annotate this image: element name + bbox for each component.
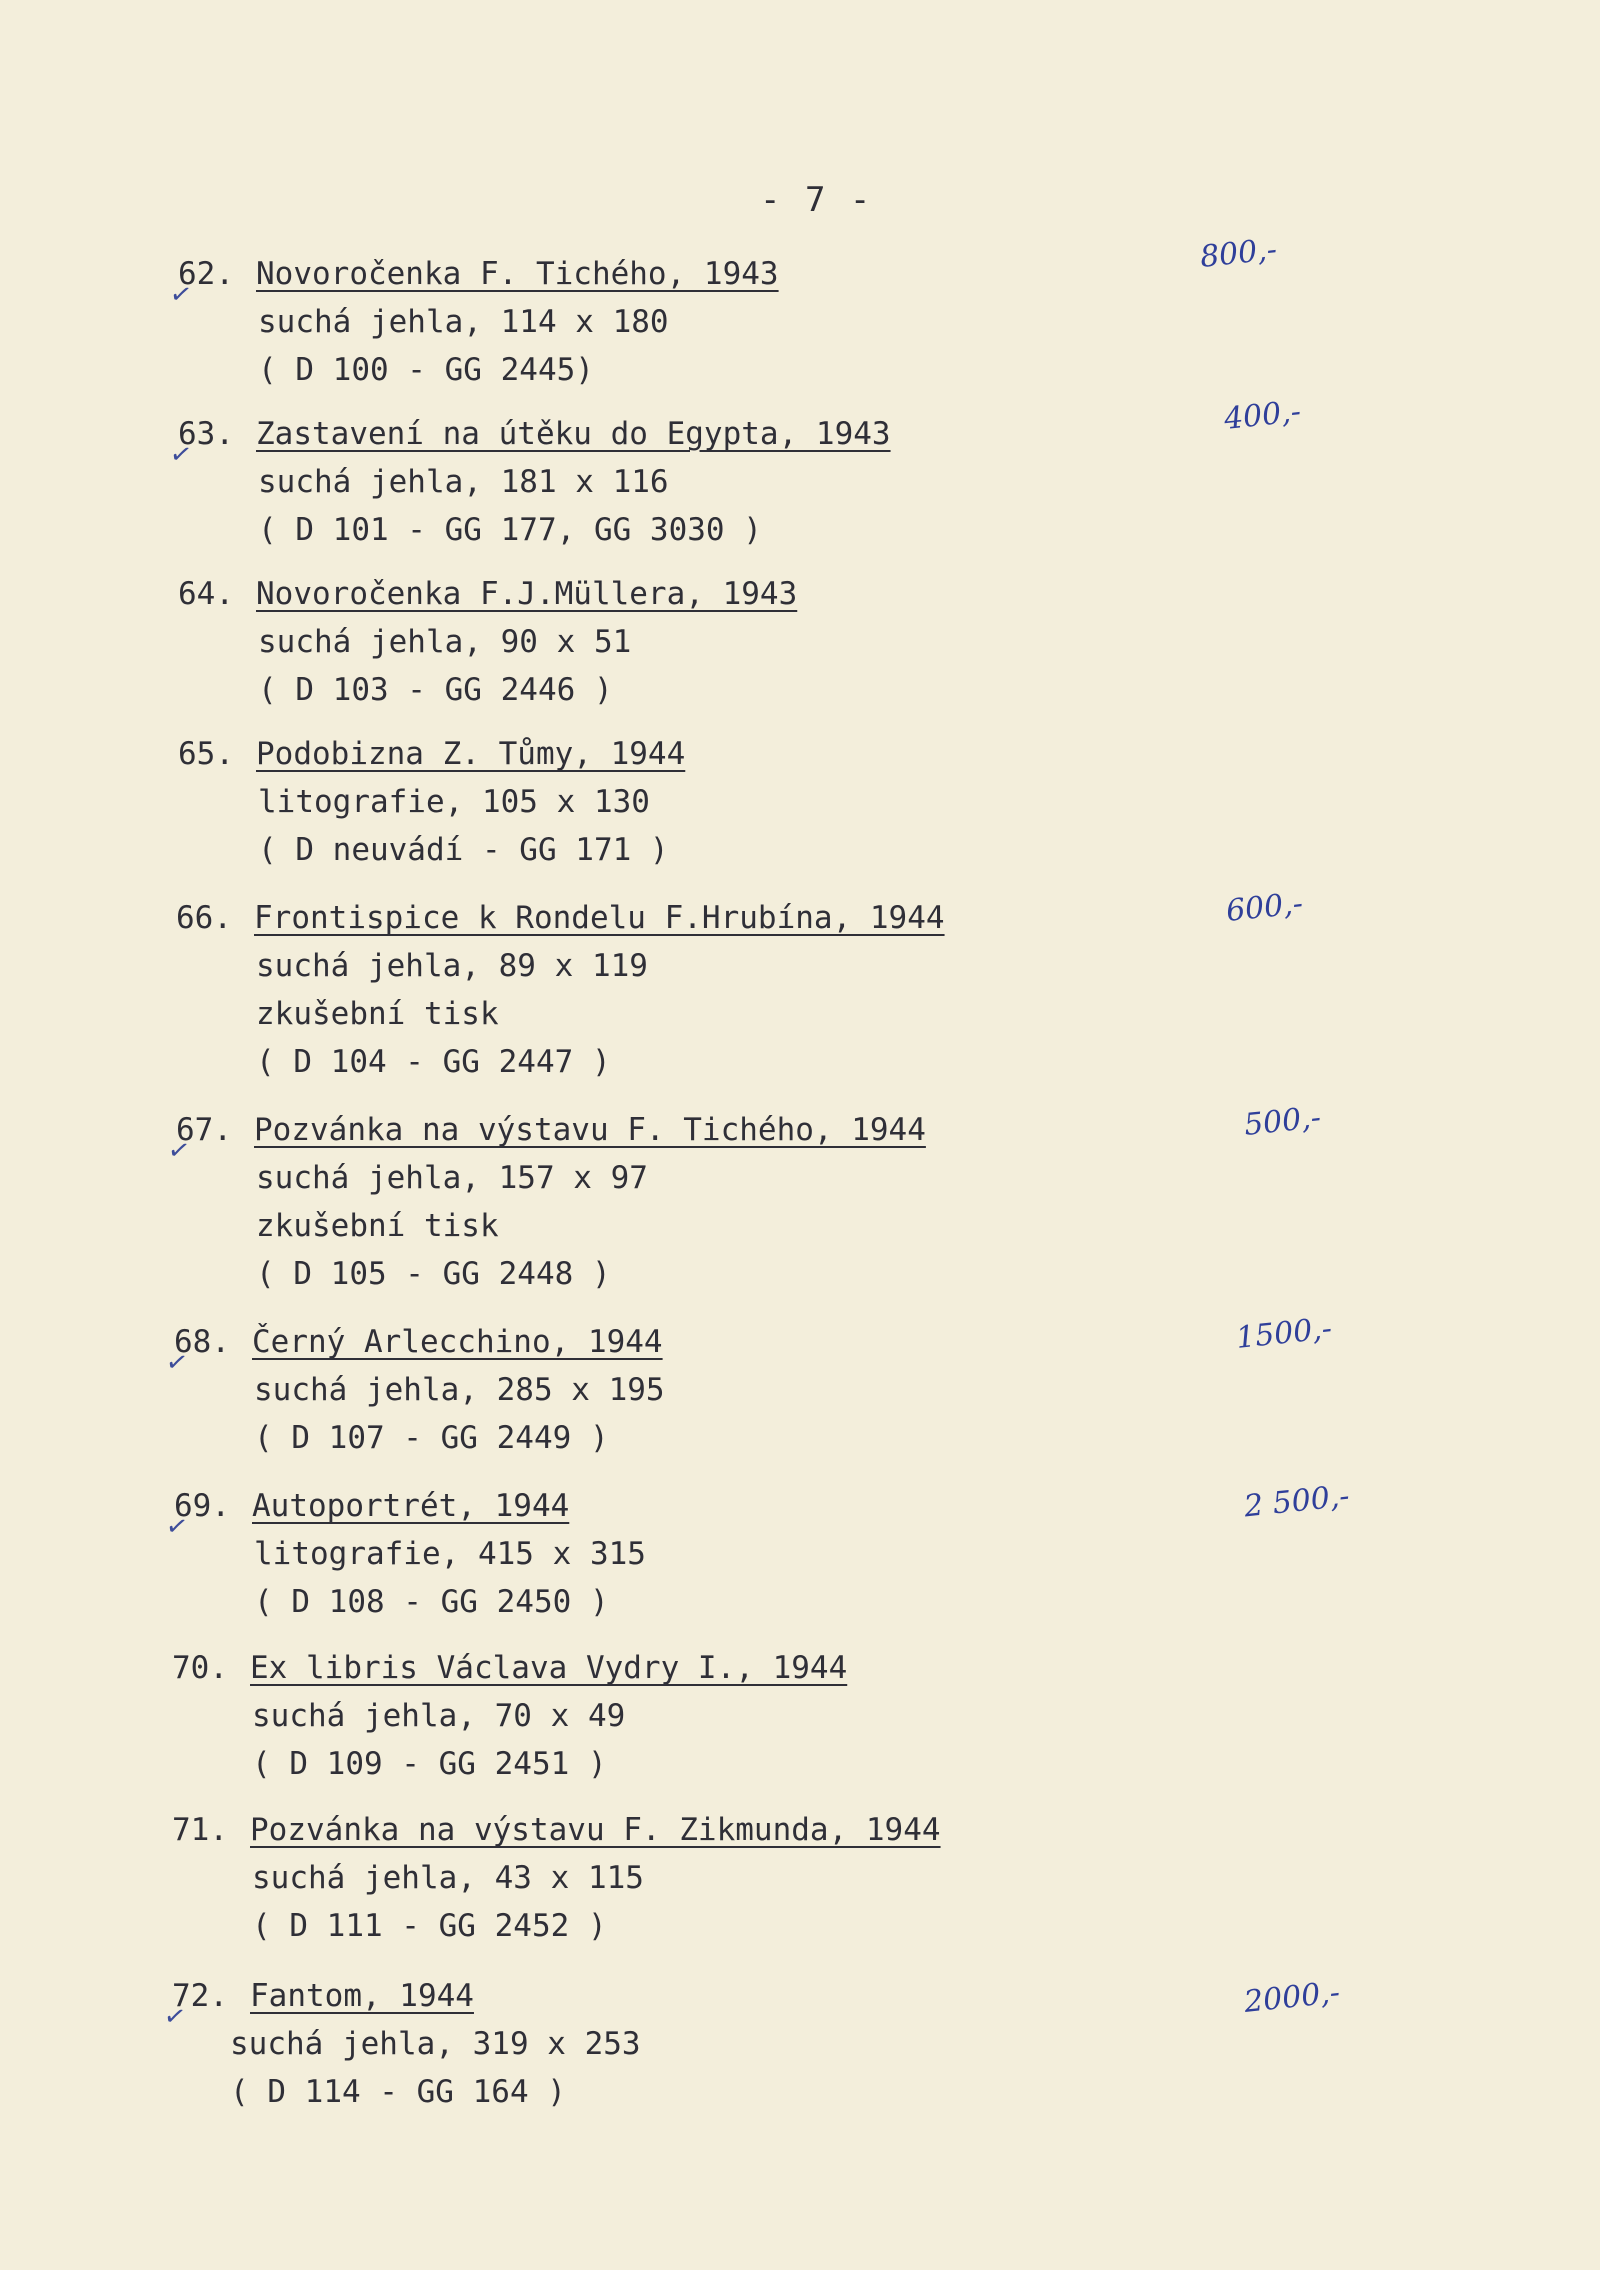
entry-number: 68. (174, 1324, 230, 1360)
entry-reference: ( D 109 - GG 2451 ) (252, 1746, 607, 1782)
catalog-entry-64 (178, 570, 797, 714)
check-mark-icon: ✓ (161, 2000, 189, 2034)
entry-number: 67. (176, 1112, 232, 1148)
entry-number: 62. (178, 256, 234, 292)
entry-reference: ( D 107 - GG 2449 ) (254, 1420, 609, 1456)
entry-reference: ( D 114 - GG 164 ) (230, 2074, 566, 2110)
catalog-entry-68 (163, 1318, 665, 1462)
entry-title: Frontispice k Rondelu F.Hrubína, 1944 (254, 900, 945, 936)
check-mark-icon: ✓ (167, 278, 195, 312)
catalog-entry-69 (163, 1482, 646, 1626)
entry-title: Pozvánka na výstavu F. Tichého, 1944 (254, 1112, 926, 1148)
price-note-66: 600,- (1224, 886, 1305, 929)
entry-technique: suchá jehla, 70 x 49 (252, 1698, 626, 1734)
entry-reference: ( D 100 - GG 2445) (258, 352, 594, 388)
entry-reference: ( D neuvádí - GG 171 ) (258, 832, 669, 868)
entry-reference: ( D 108 - GG 2450 ) (254, 1584, 609, 1620)
catalog-entry-62 (167, 250, 779, 394)
price-note-67: 500,- (1242, 1100, 1323, 1143)
price-note-69: 2 500,- (1242, 1478, 1352, 1525)
entry-number: 63. (178, 416, 234, 452)
entry-reference: ( D 105 - GG 2448 ) (256, 1256, 611, 1292)
catalog-entry-63 (167, 410, 891, 554)
price-note-68: 1500,- (1234, 1311, 1334, 1356)
price-note-62: 800,- (1198, 232, 1279, 275)
entry-number: 72. (172, 1978, 228, 2014)
page-number: - 7 - (760, 180, 873, 220)
entry-title: Novoročenka F.J.Müllera, 1943 (256, 576, 798, 612)
entry-number: 66. (176, 900, 232, 936)
entry-reference: ( D 101 - GG 177, GG 3030 ) (258, 512, 762, 548)
entry-title: Novoročenka F. Tichého, 1943 (256, 256, 779, 292)
entry-title: Podobizna Z. Tůmy, 1944 (256, 736, 686, 772)
entry-title: Fantom, 1944 (250, 1978, 474, 2014)
price-note-72: 2000,- (1242, 1975, 1342, 2020)
entry-technique: suchá jehla, 114 x 180 (258, 304, 669, 340)
catalog-entry-71 (172, 1806, 941, 1950)
entry-technique: suchá jehla, 89 x 119 (256, 948, 648, 984)
check-mark-icon: ✓ (167, 438, 195, 472)
entry-proof-note: zkušební tisk (256, 996, 499, 1032)
entry-technique: suchá jehla, 285 x 195 (254, 1372, 665, 1408)
catalog-entry-66 (176, 894, 945, 1086)
entry-reference: ( D 103 - GG 2446 ) (258, 672, 613, 708)
entry-number: 71. (172, 1812, 228, 1848)
entry-technique: litografie, 105 x 130 (258, 784, 650, 820)
catalog-entry-67 (165, 1106, 926, 1298)
entry-technique: suchá jehla, 90 x 51 (258, 624, 632, 660)
check-mark-icon: ✓ (163, 1346, 191, 1380)
catalog-entry-70 (172, 1644, 847, 1788)
entry-technique: suchá jehla, 181 x 116 (258, 464, 669, 500)
entry-technique: litografie, 415 x 315 (254, 1536, 646, 1572)
check-mark-icon: ✓ (163, 1510, 191, 1544)
entry-title: Zastavení na útěku do Egypta, 1943 (256, 416, 891, 452)
catalog-entry-65 (178, 730, 685, 874)
entry-reference: ( D 111 - GG 2452 ) (252, 1908, 607, 1944)
entry-technique: suchá jehla, 43 x 115 (252, 1860, 644, 1896)
entry-reference: ( D 104 - GG 2447 ) (256, 1044, 611, 1080)
check-mark-icon: ✓ (165, 1134, 193, 1168)
entry-title: Ex libris Václava Vydry I., 1944 (250, 1650, 848, 1686)
price-note-63: 400,- (1222, 394, 1303, 437)
entry-number: 70. (172, 1650, 228, 1686)
entry-title: Pozvánka na výstavu F. Zikmunda, 1944 (250, 1812, 941, 1848)
entry-title: Černý Arlecchino, 1944 (252, 1324, 663, 1360)
entry-technique: suchá jehla, 319 x 253 (230, 2026, 641, 2062)
entry-proof-note: zkušební tisk (256, 1208, 499, 1244)
entry-number: 64. (178, 576, 234, 612)
entry-title: Autoportrét, 1944 (252, 1488, 570, 1524)
entry-technique: suchá jehla, 157 x 97 (256, 1160, 648, 1196)
catalog-entry-72 (161, 1972, 641, 2116)
entry-number: 65. (178, 736, 234, 772)
entry-number: 69. (174, 1488, 230, 1524)
